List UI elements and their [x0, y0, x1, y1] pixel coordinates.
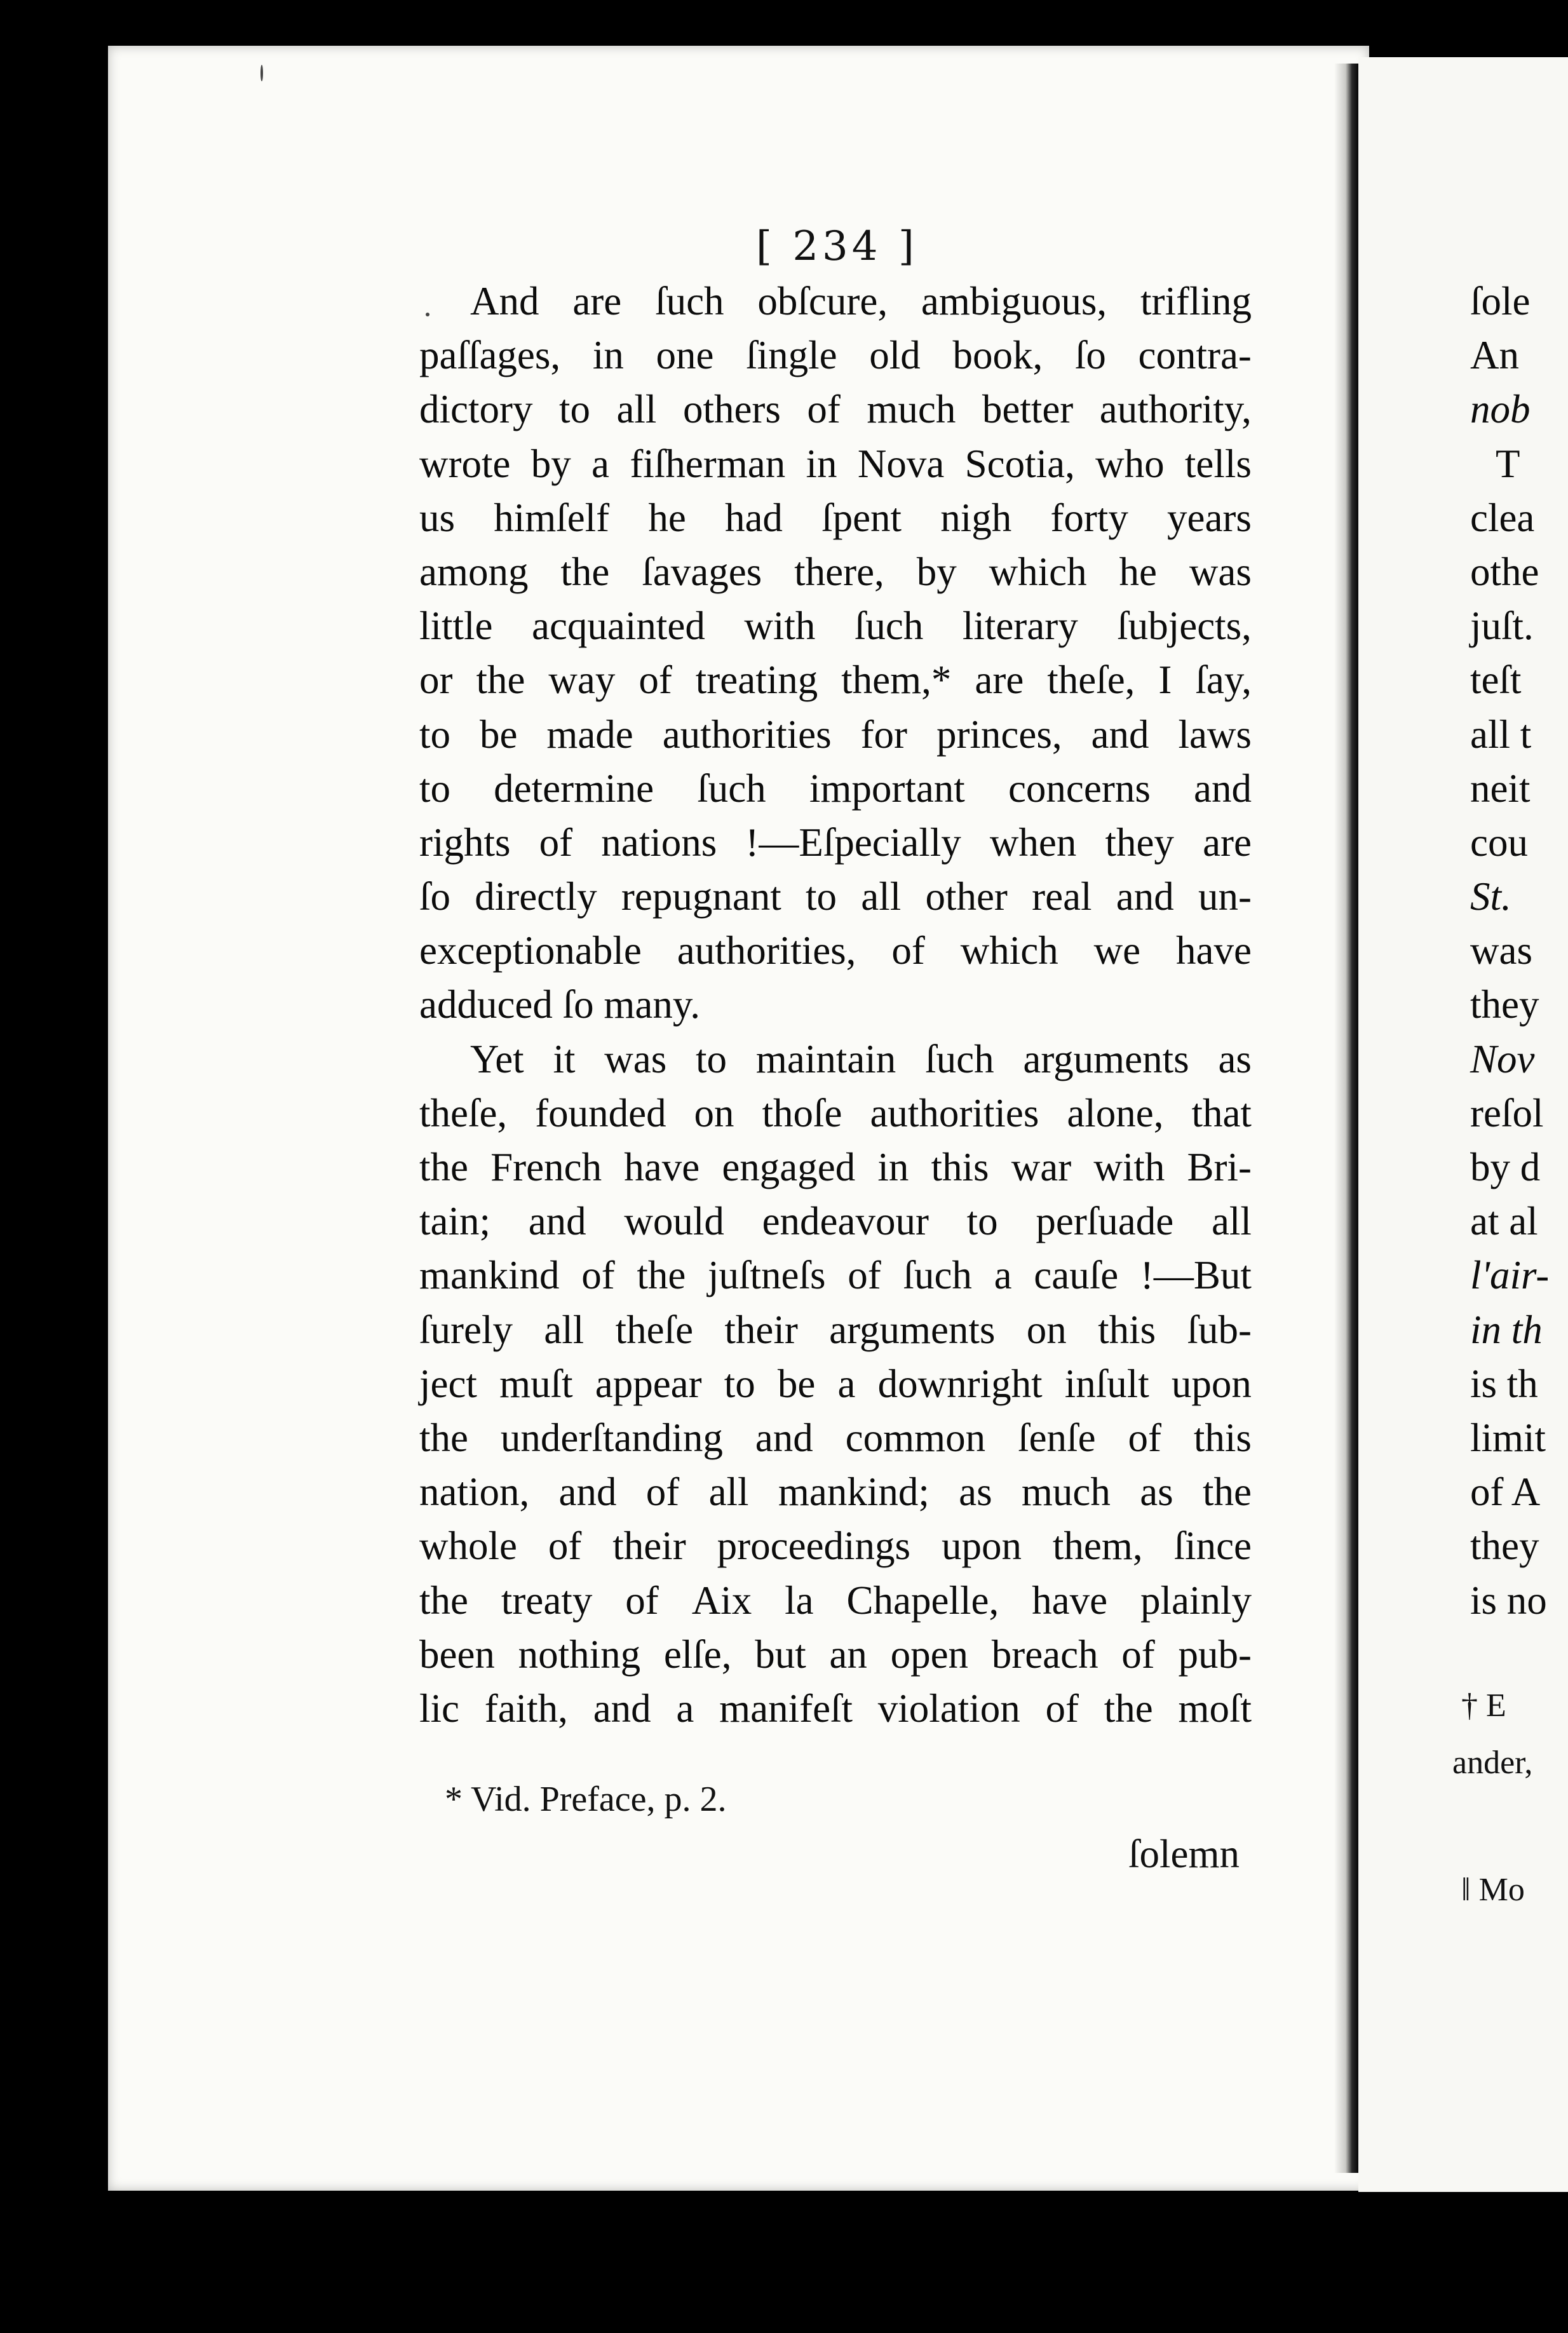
text-line: is th: [1470, 1361, 1538, 1406]
word: of: [581, 1253, 615, 1298]
word: ſurely: [419, 1307, 513, 1352]
text-line: is no: [1470, 1578, 1547, 1623]
word: treating: [695, 658, 818, 703]
text-line: [419, 382, 1252, 436]
word: them,*: [841, 658, 952, 703]
text-line: l'air-: [1470, 1253, 1550, 1298]
word: way: [548, 658, 616, 703]
word: breach: [991, 1632, 1098, 1677]
word: but: [755, 1632, 806, 1677]
word: among: [419, 549, 529, 594]
word: rights: [419, 820, 511, 865]
word: of: [1045, 1686, 1079, 1731]
word: princes,: [936, 712, 1062, 757]
word: appear: [595, 1361, 702, 1406]
word: upon: [941, 1524, 1022, 1569]
word: years: [1167, 495, 1252, 540]
text-line: [419, 924, 1252, 978]
word: was: [1189, 549, 1252, 594]
word: all: [544, 1307, 585, 1352]
text-line: [419, 1140, 1252, 1194]
text-line: othe: [1470, 549, 1539, 594]
text-line: neit: [1470, 766, 1531, 811]
text-line: [419, 1411, 1252, 1465]
scan-speck: [260, 65, 263, 81]
word: inſult: [1064, 1361, 1149, 1406]
word: have: [624, 1145, 700, 1189]
word: this: [1193, 1415, 1252, 1460]
word: determine: [494, 766, 654, 811]
word: laws: [1178, 712, 1252, 757]
word: theſe,: [419, 1090, 508, 1135]
word: important: [809, 766, 965, 811]
word: cauſe: [1034, 1253, 1119, 1298]
word: lic: [419, 1686, 459, 1731]
word: have: [1176, 928, 1252, 973]
word: had: [724, 495, 783, 540]
text-line: Nov: [1470, 1036, 1535, 1081]
word: dictory: [419, 387, 533, 432]
word: acquainted: [531, 604, 705, 649]
word: be: [777, 1361, 816, 1406]
word: of: [539, 820, 573, 865]
word: mankind;: [778, 1470, 929, 1515]
word: whole: [419, 1524, 517, 1569]
word: !—Eſpecially: [745, 820, 961, 865]
word: arguments: [829, 1307, 996, 1352]
text-line: [419, 870, 1252, 924]
word: the: [476, 658, 525, 703]
word: the: [637, 1253, 686, 1298]
book-gutter: [1334, 64, 1360, 2173]
word: much: [867, 387, 956, 432]
word: tells: [1184, 441, 1252, 486]
text-line: [419, 1574, 1252, 1628]
word: exceptionable: [419, 928, 642, 973]
word: arguments: [1023, 1036, 1189, 1081]
word: are: [1203, 820, 1252, 865]
footnote: ‖ Mo: [1461, 1872, 1525, 1908]
word: downright: [877, 1361, 1043, 1406]
text-line: cou: [1470, 820, 1528, 865]
text-line: was: [1470, 928, 1532, 973]
word: authorities,: [677, 928, 856, 973]
word: of: [1121, 1632, 1155, 1677]
word: theſe: [615, 1307, 694, 1352]
word: thoſe: [762, 1090, 842, 1135]
word: made: [546, 712, 633, 757]
footnote: † E: [1461, 1687, 1506, 1724]
text-line: adduced ſo many.: [419, 982, 701, 1027]
word: they: [1105, 820, 1174, 865]
word: wrote: [419, 441, 511, 486]
word: nation,: [419, 1470, 530, 1515]
text-line: [419, 1519, 1252, 1573]
word: all: [708, 1470, 749, 1515]
word: for: [860, 712, 908, 757]
word: the: [419, 1578, 468, 1623]
word: fiſherman: [630, 441, 786, 486]
word: to: [696, 1036, 727, 1081]
page-number: [ 234 ]: [756, 223, 918, 270]
word: a: [994, 1253, 1012, 1298]
word: of: [807, 387, 841, 432]
catchword: ſolemn: [1128, 1832, 1240, 1876]
text-line: by d: [1470, 1145, 1541, 1189]
word: juſtneſs: [708, 1253, 826, 1298]
word: ſo: [1074, 333, 1106, 378]
text-line: [419, 1628, 1252, 1682]
word: un-: [1198, 874, 1252, 919]
text-line: [419, 274, 1252, 328]
word: concerns: [1008, 766, 1151, 811]
word: their: [612, 1524, 686, 1569]
word: alone,: [1067, 1090, 1164, 1135]
word: common: [845, 1415, 986, 1460]
word: manifeſt: [719, 1686, 853, 1731]
word: of: [625, 1578, 659, 1623]
word: this: [931, 1145, 989, 1189]
word: the: [419, 1415, 468, 1460]
word: war: [1011, 1145, 1072, 1189]
word: been: [419, 1632, 495, 1677]
word: was: [604, 1036, 667, 1081]
text-line: in th: [1470, 1307, 1543, 1352]
word: faith,: [484, 1686, 568, 1731]
word: ſavages: [642, 549, 762, 594]
text-line: [419, 1194, 1252, 1248]
word: of: [891, 928, 925, 973]
word: theſe,: [1047, 658, 1135, 703]
word: I: [1158, 658, 1172, 703]
word: literary: [962, 604, 1078, 649]
word: maintain: [755, 1036, 896, 1081]
word: as: [1140, 1470, 1173, 1515]
word: la: [785, 1578, 814, 1623]
word: or: [419, 658, 453, 703]
word: Chapelle,: [846, 1578, 999, 1623]
word: ſuch: [903, 1253, 972, 1298]
word: we: [1093, 928, 1141, 973]
word: an: [829, 1632, 867, 1677]
word: authorities: [870, 1090, 1039, 1135]
word: ject: [419, 1361, 477, 1406]
word: when: [989, 820, 1077, 865]
word: to: [806, 874, 837, 919]
word: elſe,: [663, 1632, 732, 1677]
word: contra-: [1138, 333, 1252, 378]
text-line: [419, 1086, 1252, 1140]
word: of: [848, 1253, 881, 1298]
word: of: [639, 658, 672, 703]
word: and: [593, 1686, 651, 1731]
word: with: [744, 604, 816, 649]
word: and: [558, 1470, 617, 1515]
word: the: [1104, 1686, 1153, 1731]
text-line: of A: [1470, 1470, 1541, 1515]
word: he: [648, 495, 686, 540]
word: ſince: [1173, 1524, 1252, 1569]
word: muſt: [499, 1361, 573, 1406]
word: ſub-: [1187, 1307, 1252, 1352]
text-line: they: [1470, 1524, 1539, 1569]
word: obſcure,: [757, 279, 888, 323]
word: which: [960, 928, 1058, 973]
word: tain;: [419, 1199, 490, 1244]
word: ſuch: [655, 279, 724, 323]
word: repugnant: [621, 874, 781, 919]
word: Scotia,: [964, 441, 1075, 486]
word: on: [1026, 1307, 1067, 1352]
word: nothing: [518, 1632, 641, 1677]
word: all: [616, 387, 657, 432]
word: Yet: [470, 1036, 524, 1081]
word: ſuch: [697, 766, 766, 811]
text-line: [419, 1303, 1252, 1357]
word: proceedings: [717, 1524, 911, 1569]
word: real: [1032, 874, 1092, 919]
text-line: [419, 491, 1252, 545]
word: on: [694, 1090, 734, 1135]
word: founded: [535, 1090, 666, 1135]
word: plainly: [1140, 1578, 1252, 1623]
word: to: [558, 387, 590, 432]
text-line: [419, 1248, 1252, 1302]
text-line: T: [1496, 441, 1520, 486]
word: to: [419, 766, 451, 811]
word: their: [724, 1307, 798, 1352]
word: much: [1021, 1470, 1111, 1515]
word: who: [1095, 441, 1165, 486]
word: paſſages,: [419, 333, 561, 378]
text-line: teſt: [1470, 658, 1522, 703]
word: have: [1032, 1578, 1108, 1623]
word: the: [419, 1145, 468, 1189]
word: the: [560, 549, 610, 594]
word: and: [528, 1199, 586, 1244]
word: by: [916, 549, 957, 594]
word: are: [975, 658, 1024, 703]
text-line: [419, 437, 1252, 491]
word: us: [419, 495, 456, 540]
word: it: [553, 1036, 576, 1081]
text-line: [419, 653, 1252, 707]
word: ambiguous,: [921, 279, 1107, 323]
word: to: [966, 1199, 998, 1244]
word: to: [419, 712, 451, 757]
word: in: [592, 333, 624, 378]
word: directly: [475, 874, 597, 919]
word: nations: [601, 820, 717, 865]
word: trifling: [1140, 279, 1252, 323]
word: a: [676, 1686, 694, 1731]
word: which: [989, 549, 1087, 594]
word: mankind: [419, 1253, 560, 1298]
word: all: [1211, 1199, 1252, 1244]
word: Bri-: [1187, 1145, 1252, 1189]
word: the: [1202, 1470, 1252, 1515]
word: nigh: [940, 495, 1012, 540]
word: ſenſe: [1018, 1415, 1096, 1460]
text-line: [419, 816, 1252, 870]
word: And: [470, 279, 539, 323]
word: others: [682, 387, 781, 432]
word: there,: [794, 549, 884, 594]
word: ſuch: [925, 1036, 994, 1081]
word: and: [1194, 766, 1252, 811]
word: treaty: [501, 1578, 593, 1623]
right-footnotes: [1452, 1677, 1533, 1919]
word: them,: [1052, 1524, 1143, 1569]
word: with: [1093, 1145, 1165, 1189]
right-page-text: [1470, 274, 1568, 1628]
text-line: clea: [1470, 495, 1535, 540]
text-line: ſole: [1470, 279, 1531, 323]
text-line: [419, 708, 1252, 762]
word: old: [869, 333, 921, 378]
word: and: [1091, 712, 1149, 757]
word: in: [806, 441, 837, 486]
word: other: [925, 874, 1008, 919]
word: to: [724, 1361, 755, 1406]
word: Nova: [857, 441, 945, 486]
word: be: [479, 712, 518, 757]
word: open: [890, 1632, 969, 1677]
main-text: [419, 274, 1252, 1736]
word: perſuade: [1036, 1199, 1174, 1244]
text-line: St.: [1470, 874, 1511, 919]
word: underſtanding: [500, 1415, 723, 1460]
word: moſt: [1178, 1686, 1252, 1731]
word: a: [591, 441, 610, 486]
word: ſpent: [821, 495, 902, 540]
text-line: [419, 1357, 1252, 1411]
word: !—But: [1140, 1253, 1252, 1298]
word: of: [548, 1524, 582, 1569]
word: by: [531, 441, 571, 486]
text-line: [419, 1682, 1252, 1736]
text-line: reſol: [1470, 1090, 1544, 1135]
footnote: ander,: [1452, 1745, 1533, 1781]
word: a: [837, 1361, 856, 1406]
word: ſingle: [746, 333, 837, 378]
text-line: [419, 1465, 1252, 1519]
word: ſo: [419, 874, 451, 919]
word: ſubjects,: [1117, 604, 1252, 649]
text-line: nob: [1470, 387, 1531, 432]
word: book,: [952, 333, 1043, 378]
word: ſay,: [1195, 658, 1252, 703]
word: forty: [1050, 495, 1128, 540]
text-line: at al: [1470, 1199, 1538, 1244]
text-line: [419, 762, 1252, 816]
word: are: [572, 279, 622, 323]
word: French: [490, 1145, 602, 1189]
text-line: they: [1470, 982, 1539, 1027]
word: all: [861, 874, 902, 919]
word: little: [419, 604, 493, 649]
text-line: [419, 545, 1252, 599]
word: as: [1218, 1036, 1252, 1081]
word: engaged: [722, 1145, 856, 1189]
text-line: [419, 599, 1252, 653]
word: he: [1119, 549, 1157, 594]
text-line: all t: [1470, 712, 1532, 757]
word: better: [982, 387, 1074, 432]
text-line: juſt.: [1470, 604, 1534, 649]
word: of: [645, 1470, 680, 1515]
footnote: * Vid. Preface, p. 2.: [445, 1780, 727, 1819]
word: of: [1128, 1415, 1161, 1460]
word: himſelf: [494, 495, 610, 540]
text-line: limit: [1470, 1415, 1546, 1460]
word: that: [1191, 1090, 1252, 1135]
word: one: [656, 333, 714, 378]
text-line: [419, 1032, 1252, 1086]
word: would: [624, 1199, 724, 1244]
word: this: [1098, 1307, 1156, 1352]
word: Aix: [691, 1578, 752, 1623]
word: upon: [1171, 1361, 1252, 1406]
word: pub-: [1178, 1632, 1252, 1677]
word: endeavour: [762, 1199, 929, 1244]
word: authority,: [1099, 387, 1252, 432]
word: authorities: [662, 712, 832, 757]
word: as: [959, 1470, 992, 1515]
word: in: [877, 1145, 909, 1189]
word: and: [755, 1415, 813, 1460]
text-line: An: [1470, 333, 1519, 378]
word: ſuch: [854, 604, 924, 649]
text-line: [419, 328, 1252, 382]
word: and: [1116, 874, 1174, 919]
word: violation: [877, 1686, 1020, 1731]
